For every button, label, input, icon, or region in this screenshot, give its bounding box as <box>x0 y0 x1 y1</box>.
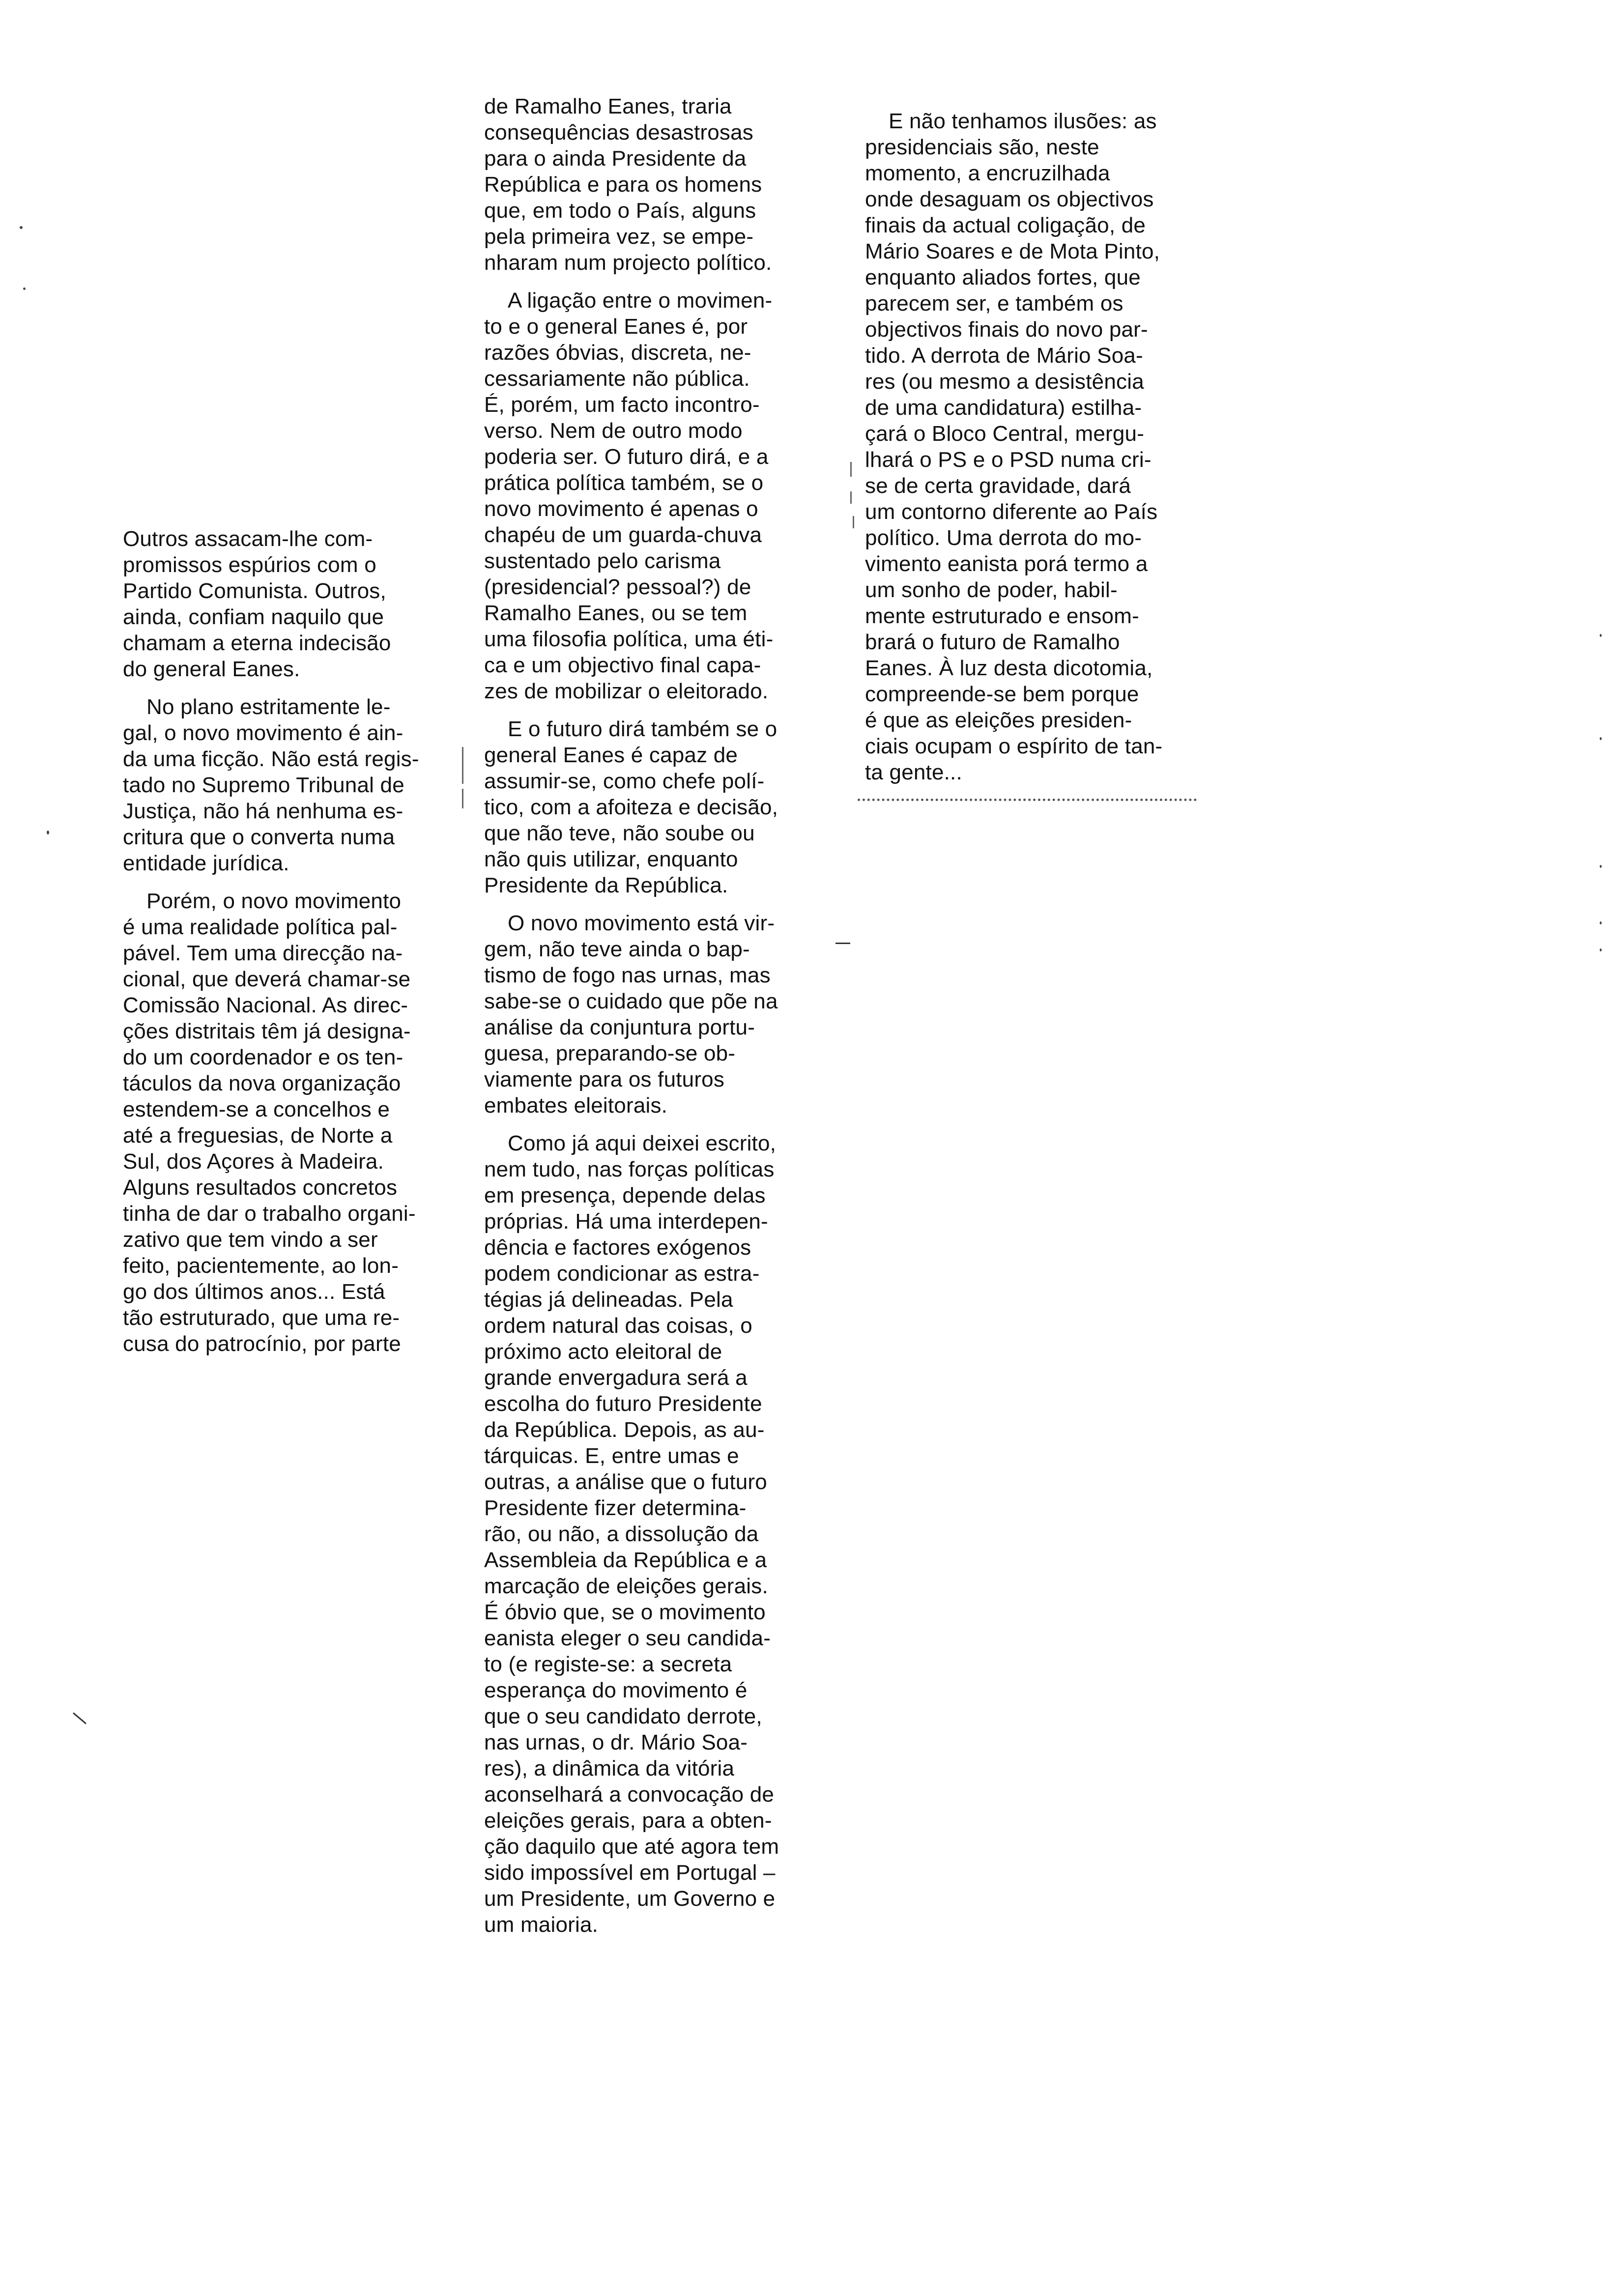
scan-mark <box>835 943 850 944</box>
article-column-middle <box>484 93 811 1950</box>
scan-mark <box>853 516 854 528</box>
scan-mark <box>73 1712 86 1724</box>
paragraph: Outros assacam-lhe com- promissos espúrios com o Partido Comunista. Outros, ainda, confiam naquilo que chamam a eterna indecisão do general Eanes. <box>123 527 391 681</box>
scan-mark <box>462 789 463 808</box>
scan-speck <box>1600 865 1602 868</box>
scan-speck <box>47 831 49 834</box>
paragraph: E não tenhamos ilusões: as presidenciais são, neste momento, a encruzilhada onde desaguam os objectivos finais da actual coligação, de Mário Soares e de Mota Pinto, enquanto aliados fortes, que parecem ser, e também os objectivos finais do novo par- tido. A derrota de Mário Soa- res (ou mesmo a desistência de uma candidatura) estilha- çará o Bloco Central, mergu- lhará o PS e o PSD numa cri- se de certa gravidade, dará um contorno diferente ao País político. Uma derrota do mo- vimento eanista porá termo a um sonho de poder, habil- mente estruturado e ensom- brará o futuro de Ramalho Eanes. À luz desta dicotomia, compreende-se bem porque é que as eleições presiden- ciais ocupam o espírito de tan- ta gente... <box>865 109 1163 784</box>
paragraph: Como já aqui deixei escrito, nem tudo, nas forças políticas em presença, depende delas próprias. Há uma interdepen- dência e factores exógenos podem condicionar as estra- tégias já delineadas. Pela ordem natural das coisas, o próximo acto eleitoral de grande envergadura será a escolha do futuro Presidente da República. Depois, as au- tárquicas. E, entre umas e outras, a análise que o futuro Presidente fizer determina- rão, ou não, a dissolução da Assembleia da República e a marcação de eleições gerais. É óbvio que, se o movimento eanista eleger o seu candida- to (e registe-se: a secreta esperança do movimento é que o seu candidato derrote, nas urnas, o dr. Mário Soa- res), a dinâmica da vitória aconselhará a convocação de eleições gerais, para a obten- ção daquilo que até agora tem sido impossível em Portugal – um Presidente, um Governo e um maioria. <box>484 1131 779 1937</box>
paragraph: E o futuro dirá também se o general Eanes é capaz de assumir-se, como chefe polí- tico, com a afoiteza e decisão, que não teve, não soube ou não quis utilizar, enquanto Presidente da República. <box>484 717 778 897</box>
scan-speck <box>1600 737 1602 740</box>
scan-speck <box>1600 948 1602 951</box>
paragraph: A ligação entre o movimen- to e o general Eanes é, por razões óbvias, discreta, ne- cessariamente não pública. É, porém, um facto incontro- verso. Nem de outro modo poderia ser. O futuro dirá, e a prática política também, se o novo movimento é apenas o chapéu de um guarda-chuva sustentado pelo carisma (presidencial? pessoal?) de Ramalho Eanes, ou se tem uma filosofia política, uma éti- ca e um objectivo final capa- zes de mobilizar o eleitorado. <box>484 288 774 703</box>
article-column-left <box>123 526 447 1369</box>
paragraph: Porém, o novo movimento é uma realidade política pal- pável. Tem uma direcção na- cional, que deverá chamar-se Comissão Nacional. As direc- ções distritais têm já designa- do um coordenador e os ten- táculos da nova organização estendem-se a concelhos e até a freguesias, de Norte a Sul, dos Açores à Madeira. Alguns resultados concretos tinha de dar o trabalho organi- zativo que tem vindo a ser feito, pacientemente, ao lon- go dos últimos anos... Está tão estruturado, que uma re- cusa do patrocínio, por parte <box>123 889 416 1356</box>
scan-mark <box>850 491 852 504</box>
article-column-right <box>865 108 1194 797</box>
paragraph: No plano estritamente le- gal, o novo movimento é ain- da uma ficção. Não está regis- tado no Supremo Tribunal de Justiça, não há nenhuma es- critura que o converta numa entidade jurídica. <box>123 695 419 875</box>
scan-speck <box>1600 634 1602 637</box>
scan-speck <box>20 226 23 229</box>
scan-speck <box>1600 921 1602 924</box>
scan-mark <box>850 462 852 477</box>
scan-mark <box>462 747 463 784</box>
paragraph: de Ramalho Eanes, traria consequências desastrosas para o ainda Presidente da República e para os homens que, em todo o País, alguns pela primeira vez, se empe- nharam num projecto político. <box>484 94 772 275</box>
paragraph: O novo movimento está vir- gem, não teve ainda o bap- tismo de fogo nas urnas, mas sabe-se o cuidado que põe na análise da conjuntura portu- guesa, preparando-se ob- viamente para os futuros embates eleitorais. <box>484 911 778 1118</box>
article-end-rule <box>858 799 1197 801</box>
scan-speck <box>23 287 26 290</box>
